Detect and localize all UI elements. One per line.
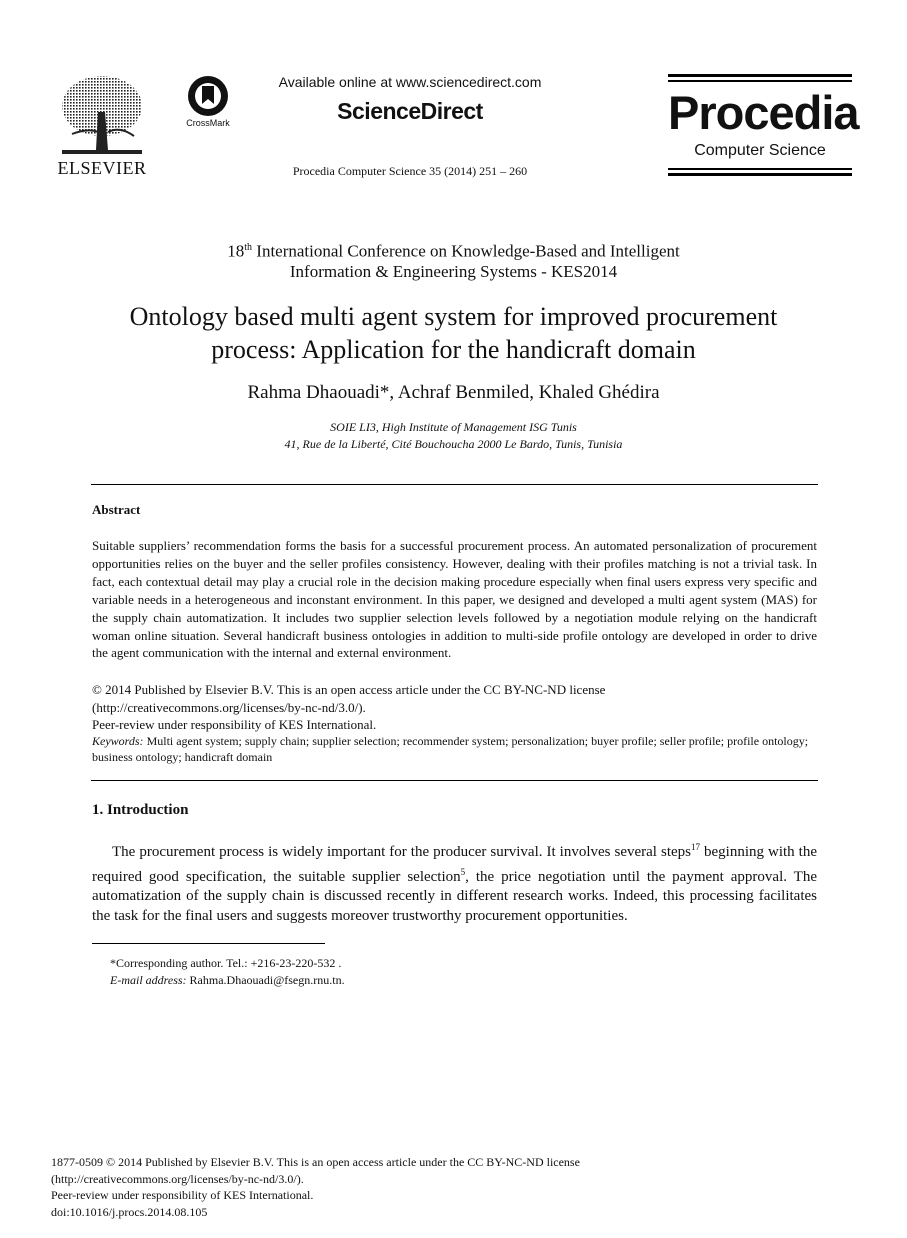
- citation-17[interactable]: 17: [690, 842, 700, 852]
- keywords-label: Keywords:: [92, 734, 144, 748]
- footnote: [110, 955, 810, 988]
- divider-bottom: [91, 780, 818, 781]
- introduction-body: [92, 838, 817, 926]
- procedia-logo: [668, 74, 859, 176]
- conference-line1: International Conference on Knowledge-Based and Intelligent: [252, 241, 680, 261]
- authors: Rahma Dhaouadi*, Achraf Benmiled, Khaled Ghédira: [247, 382, 660, 403]
- crossmark-icon: [186, 74, 230, 118]
- license-line1: © 2014 Published by Elsevier B.V. This is an open access article under the CC BY-NC-ND license: [92, 682, 606, 697]
- paper-title: [60, 300, 847, 366]
- conference-line2: Information & Engineering Systems - KES2014: [289, 261, 618, 281]
- paper-title-line2: process: Application for the handicraft domain: [211, 335, 696, 364]
- affiliation-line2: 41, Rue de la Liberté, Cité Bouchoucha 2000 Le Bardo, Tunis, Tunisia: [284, 437, 623, 451]
- elsevier-tree-icon: [58, 72, 146, 154]
- intro-text-3: , the price negotiation until the payment approval. The automatization of the supply chain is discussed recently in different research works. Indeed, this processing facilitates the task for the final users and suggests moreover trustworthy procurement opportunities.: [92, 868, 817, 924]
- introduction-heading: 1. Introduction: [92, 802, 189, 818]
- available-online-text: Available online at www.sciencedirect.com: [278, 74, 542, 90]
- conference-ordinal: th: [244, 242, 253, 253]
- abstract-heading: Abstract: [92, 502, 141, 517]
- page-footer: [51, 1154, 851, 1220]
- keywords-list: Multi agent system; supply chain; supplier selection; recommender system; personalization; buyer profile; seller profile; profile ontology; business ontology; handicraft domain: [92, 734, 809, 764]
- citation-5[interactable]: 5: [460, 866, 466, 877]
- keywords: [92, 733, 817, 765]
- crossmark-label: CrossMark: [186, 118, 230, 128]
- license-link[interactable]: (http://creativecommons.org/licenses/by-nc-nd/3.0/).: [92, 699, 366, 715]
- peer-review-note: Peer-review under responsibility of KES International.: [92, 717, 377, 732]
- email-label: E-mail address:: [110, 972, 187, 987]
- procedia-title: Procedia: [668, 86, 859, 139]
- procedia-subtitle: Computer Science: [694, 142, 826, 159]
- conference-name: [60, 238, 847, 282]
- abstract-license: [92, 681, 817, 734]
- journal-reference: Procedia Computer Science 35 (2014) 251 – 260: [292, 164, 528, 178]
- abstract-body: Suitable suppliers’ recommendation forms the basis for a successful procurement process. An automated personalization of procurement opportunities relies on the buyer and the seller profiles consistency. However, dealing with their profiles matching is not a trivial task. In fact, each contextual detail may play a crucial role in the decision making procedure especially when final users express very specific and variable needs in a heterogeneous and inconstant environment. In this paper, we designed and developed a multi agent system (MAS) for the supply chain automatization. It includes two supplier selection levels followed by a negotiation module relying on the handicraft woman online situation. Several handicraft business ontologies in addition to multi-side profile ontology are developed in order to drive the agent communication with the internal and external environment.: [92, 538, 817, 661]
- elsevier-logo: [52, 72, 152, 180]
- affiliation-line1: SOIE LI3, High Institute of Management ISG Tunis: [330, 420, 577, 434]
- footer-peer-review: Peer-review under responsibility of KES International.: [51, 1188, 314, 1203]
- conference-number: 18: [227, 241, 245, 261]
- crossmark-logo[interactable]: [178, 74, 238, 134]
- footer-doi[interactable]: doi:10.1016/j.procs.2014.08.105: [51, 1204, 208, 1219]
- sciencedirect-logo: ScienceDirect: [337, 98, 483, 124]
- footer-issn-license: 1877-0509 © 2014 Published by Elsevier B.V. This is an open access article under the CC BY-NC-ND license: [51, 1155, 580, 1169]
- footnote-rule: [92, 943, 325, 944]
- intro-text-2: beginning with the required good specification, the suitable supplier selection: [92, 844, 817, 885]
- divider-top: [91, 484, 818, 485]
- email-address[interactable]: Rahma.Dhaouadi@fsegn.rnu.tn.: [186, 972, 345, 987]
- intro-text-1: The procurement process is widely important for the producer survival. It involves several steps: [112, 844, 691, 860]
- footer-license-link[interactable]: (http://creativecommons.org/licenses/by-nc-nd/3.0/).: [51, 1171, 304, 1186]
- corresponding-author: *Corresponding author. Tel.: +216-23-220-532 .: [110, 956, 342, 970]
- elsevier-wordmark: ELSEVIER: [57, 158, 147, 178]
- affiliation: [60, 419, 847, 453]
- paper-title-line1: Ontology based multi agent system for improved procurement: [129, 302, 778, 331]
